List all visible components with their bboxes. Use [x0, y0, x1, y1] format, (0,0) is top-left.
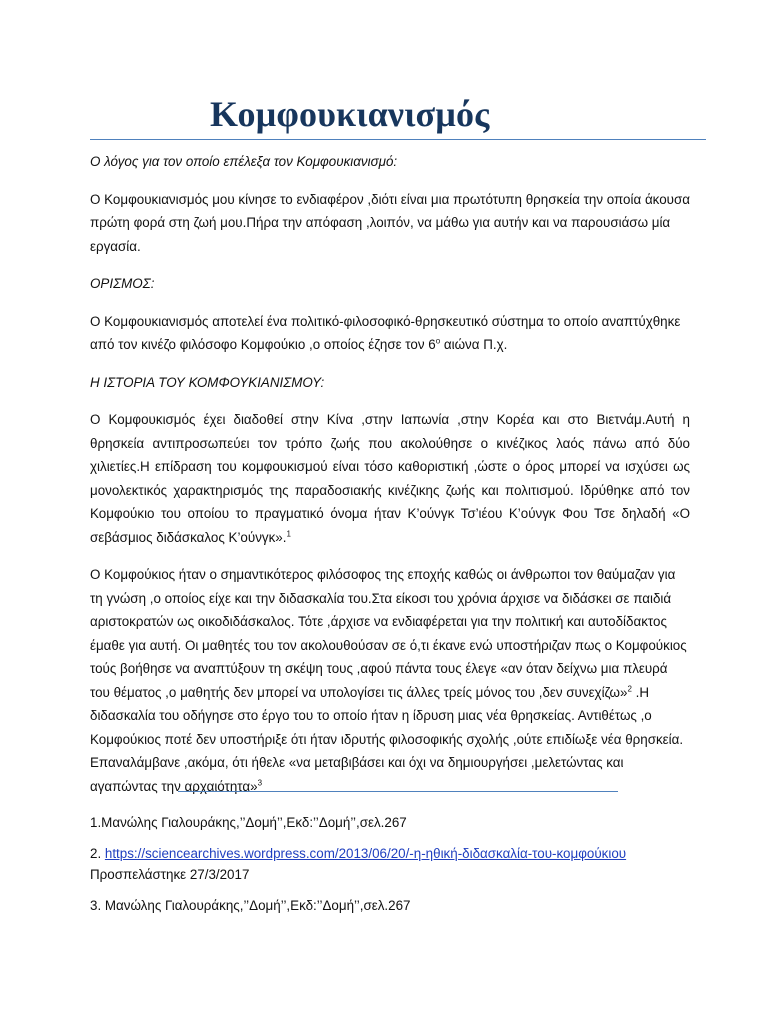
definition-text-2: αιώνα Π.χ.: [440, 337, 508, 352]
definition-text-1: Ο Κομφουκιανισμός αποτελεί ένα πολιτικό-φιλοσοφικό-θρησκευτικό σύστημα το οποίο αναπτύχθηκε από τον κινέζο φιλόσοφο Κομφούκιο ,ο οποίος έζησε τον 6: [90, 313, 681, 352]
footnote-2-prefix: 2.: [90, 846, 105, 861]
history-heading: Η ΙΣΤΟΡΙΑ ΤΟΥ ΚΟΜΦΟΥΚΙΑΝΙΣΜΟΥ:: [90, 374, 325, 390]
history-text: Ο Κομφουκισμός έχει διαδοθεί στην Κίνα ,στην Ιαπωνία ,στην Κορέα και στο Βιετνάμ.Αυτή η θρησκεία αντιπροσωπεύει τον τρόπο ζωής που ακολούθησε ο κινέζικος λαός πάνω από δύο χιλιετίες.Η επίδραση του κομφουκισμού είναι τόσο καθοριστική ,ώστε ο όρος μπορεί να ισχύσει ως μονολεκτικός χαρακτηρισμός της παραδοσιακής κινέζικης ζωής και πολιτισμού. Ιδρύθηκε από τον Κομφούκιο του οποίου το πραγματικό όνομα ήταν Κ’ούνγκ Τσ’ιέου Κ’ούνγκ Φου Τσε δηλαδή «Ο σεβάσμιος διδάσκαλος Κ’ούνγκ».: [90, 412, 690, 545]
confucius-paragraph: [90, 563, 690, 798]
footnote-3: 3. Μανώλης Γιαλουράκης,’’Δομή’’,Εκδ:’’Δομή’’,σελ.267: [90, 898, 411, 913]
confucius-text-2: .Η διδασκαλία του οδήγησε στο έργο του το οποίο ήταν η ίδρυση μιας νέα θρησκείας. Αντιθέτως ,ο Κομφούκιος ποτέ δεν υποστήριξε ότι ήταν ιδρυτής φιλοσοφικής σχολής ,ούτε επιδίωξε νέα θρησκεία. Επαναλάμβανε ,ακόμα, ότι ήθελε «να μεταβιβάσει και όχι να δημιουργήσει ,μελετώντας και αγαπώντας την αρχαιότητα»: [90, 684, 684, 794]
definition-heading: ΟΡΙΣΜΟΣ:: [90, 276, 155, 291]
reason-paragraph: Ο Κομφουκιανισμός μου κίνησε το ενδιαφέρον ,διότι είναι μια πρωτότυπη θρησκεία την οποία άκουσα πρώτη φορά στη ζωή μου.Πήρα την απόφαση ,λοιπόν, να μάθω για αυτήν και να παρουσιάσω μία εργασία.: [90, 191, 690, 254]
document-title: Κομφουκιανισμός: [210, 94, 490, 134]
footnote-1: 1.Μανώλης Γιαλουράκης,’’Δομή’’,Εκδ:’’Δομή’’,σελ.267: [90, 815, 407, 830]
history-paragraph: [90, 408, 690, 549]
title-block: [90, 92, 706, 140]
footnote-separator: [178, 791, 618, 792]
footnotes: [90, 812, 710, 926]
footnote-ref-3[interactable]: 3: [257, 778, 263, 788]
title-underline: [90, 139, 706, 140]
definition-superscript: ο: [435, 336, 441, 346]
reason-heading: Ο λόγος για τον οποίο επέλεξα τον Κομφουκιανισμό:: [90, 154, 398, 169]
document-body: [90, 150, 690, 812]
footnote-ref-1[interactable]: 1: [286, 529, 291, 539]
footnote-2: [90, 843, 710, 885]
confucius-text-1: Ο Κομφούκιος ήταν ο σημαντικότερος φιλόσοφος της εποχής καθώς οι άνθρωποι τον θαύμαζαν για τη γνώση ,ο οποίος είχε και την διδασκαλία του.Στα είκοσι του χρόνια άρχισε να διδάσκει σε παιδιά αριστοκρατών ως οικοδιδάσκαλος. Τότε ,άρχισε να ενδιαφέρεται για την πολιτική και αυτοδίδακτος έμαθε για αυτή. Οι μαθητές του τον ακολουθούσαν σε ό,τι έκανε ενώ υποστήριζαν πως ο Κομφούκιος τούς βοήθησε να αναπτύξουν τη σκέψη τους ,αφού πάντα τους έλεγε «αν όταν δείχνω μια πλευρά του θέματος ,ο μαθητής δεν μπορεί να υπολογίσει τις άλλες τρείς μόνος του ,δεν συνεχίζω»: [90, 567, 687, 700]
footnote-2-accessed: Προσπελάστηκε 27/3/2017: [90, 867, 250, 882]
footnote-ref-2[interactable]: 2: [627, 684, 632, 694]
footnote-2-link[interactable]: https://sciencearchives.wordpress.com/2013/06/20/-η-ηθική-διδασκαλία-του-κομφούκιου: [104, 846, 627, 861]
definition-paragraph: [90, 310, 690, 357]
